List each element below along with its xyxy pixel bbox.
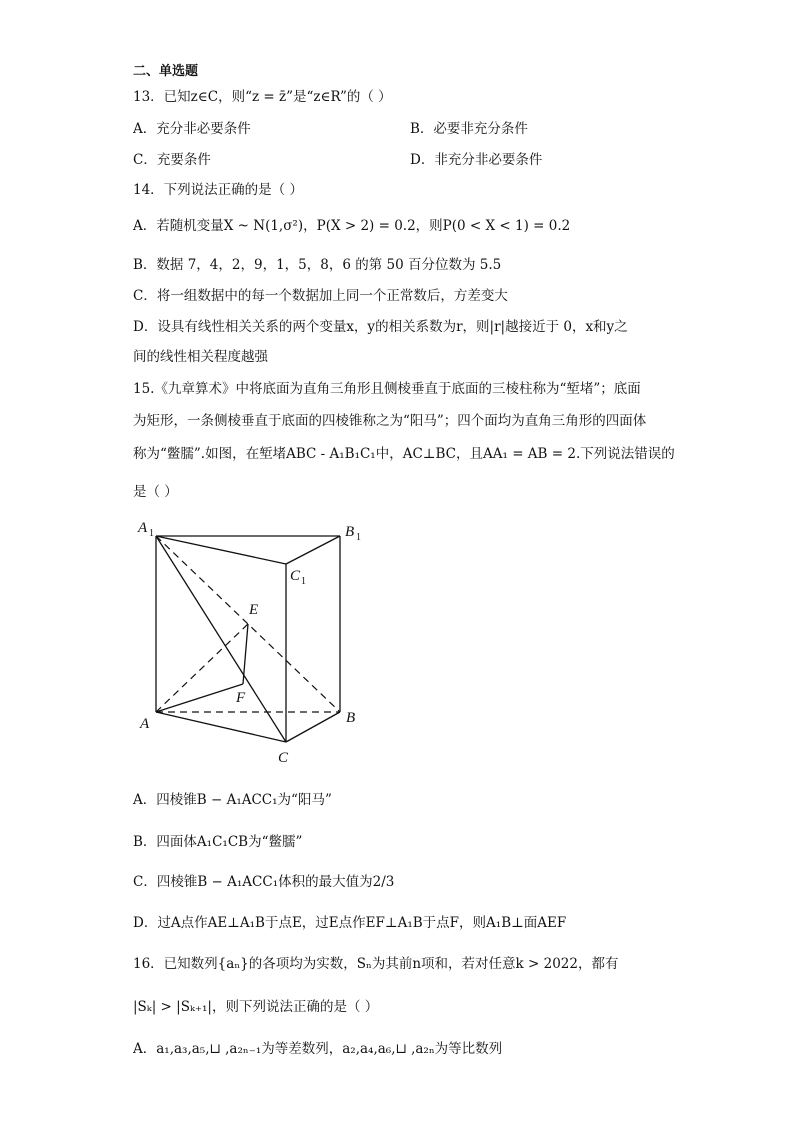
q15-stem-line1: 15.《九章算术》中将底面为直角三角形且侧棱垂直于底面的三棱柱称为“堑堵”；底面 (133, 381, 641, 397)
q14-stem: 14．下列说法正确的是（ ） (133, 182, 303, 198)
edge-ac (156, 712, 286, 742)
edge-c1b1 (286, 536, 340, 564)
section-title: 二、单选题 (133, 64, 199, 79)
q15-stem-line2: 为矩形，一条侧棱垂直于底面的四棱锥称之为“阳马”；四个面均为直角三角形的四面体 (133, 413, 647, 429)
edge-af (156, 684, 243, 712)
label-f: F (236, 690, 246, 706)
label-b1-sub: 1 (356, 532, 361, 543)
label-e: E (249, 602, 259, 618)
q13-stem: 13．已知z∈C，则“z = z̄”是“z∈R”的（ ） (133, 89, 392, 105)
q15-option-a: A．四棱锥B − A₁ACC₁为“阳马” (133, 792, 332, 808)
label-a: A (140, 716, 150, 732)
q15-stem-line3: 称为“鳖臑”.如图，在堑堵ABC - A₁B₁C₁中，AC⊥BC，且AA₁ = AB = 2.下列说法错误的 (133, 446, 675, 462)
q14-option-d-line1: D．设具有线性相关关系的两个变量x，y的相关系数为r，则|r|越接近于 0，x和y之 (133, 319, 628, 335)
label-c: C (278, 750, 289, 766)
label-a1: A (138, 520, 148, 536)
edge-a1c1 (156, 536, 286, 564)
q14-option-a: A．若随机变量X ~ N(1,σ²)，P(X > 2) = 0.2，则P(0 < X < 1) = 0.2 (133, 218, 571, 234)
q15-option-d: D．过A点作AE⊥A₁B于点E，过E点作EF⊥A₁B于点F，则A₁B⊥面AEF (133, 915, 567, 931)
edge-cb (286, 712, 340, 742)
label-b1: B (345, 524, 355, 540)
q13-option-d: D．非充分非必要条件 (410, 152, 543, 168)
q15-option-c: C．四棱锥B − A₁ACC₁体积的最大值为2/3 (133, 874, 395, 890)
q16-stem-line2: |Sₖ| > |Sₖ₊₁|，则下列说法正确的是（ ） (133, 999, 379, 1015)
edge-fe (243, 624, 248, 684)
label-a1-sub: 1 (149, 528, 154, 539)
q13-option-c: C．充要条件 (133, 152, 211, 168)
edge-ae-hidden (156, 624, 248, 712)
q16-stem-line1: 16．已知数列{aₙ}的各项均为实数，Sₙ为其前n项和，若对任意k > 2022，都有 (133, 956, 619, 972)
label-c1-sub: 1 (301, 576, 306, 587)
q16-option-a: A．a₁,a₃,a₅,⊔ ,a₂ₙ₋₁为等差数列，a₂,a₄,a₆,⊔ ,a₂ₙ为等比数列 (133, 1041, 503, 1057)
q14-option-d-line2: 间的线性相关程度越强 (133, 349, 268, 365)
q15-stem-line4: 是（ ） (133, 484, 178, 500)
q13-option-b: B．必要非充分条件 (410, 121, 528, 137)
label-b: B (346, 710, 356, 726)
q14-option-c: C．将一组数据中的每一个数据加上同一个正常数后，方差变大 (133, 288, 508, 304)
q15-option-b: B．四面体A₁C₁CB为“鳖臑” (133, 834, 303, 850)
q14-option-b: B．数据 7，4，2，9，1，5，8，6 的第 50 百分位数为 5.5 (133, 257, 502, 273)
label-c1: C (290, 568, 301, 584)
edge-a1c (156, 536, 286, 742)
q13-option-a: A．充分非必要条件 (133, 121, 251, 137)
